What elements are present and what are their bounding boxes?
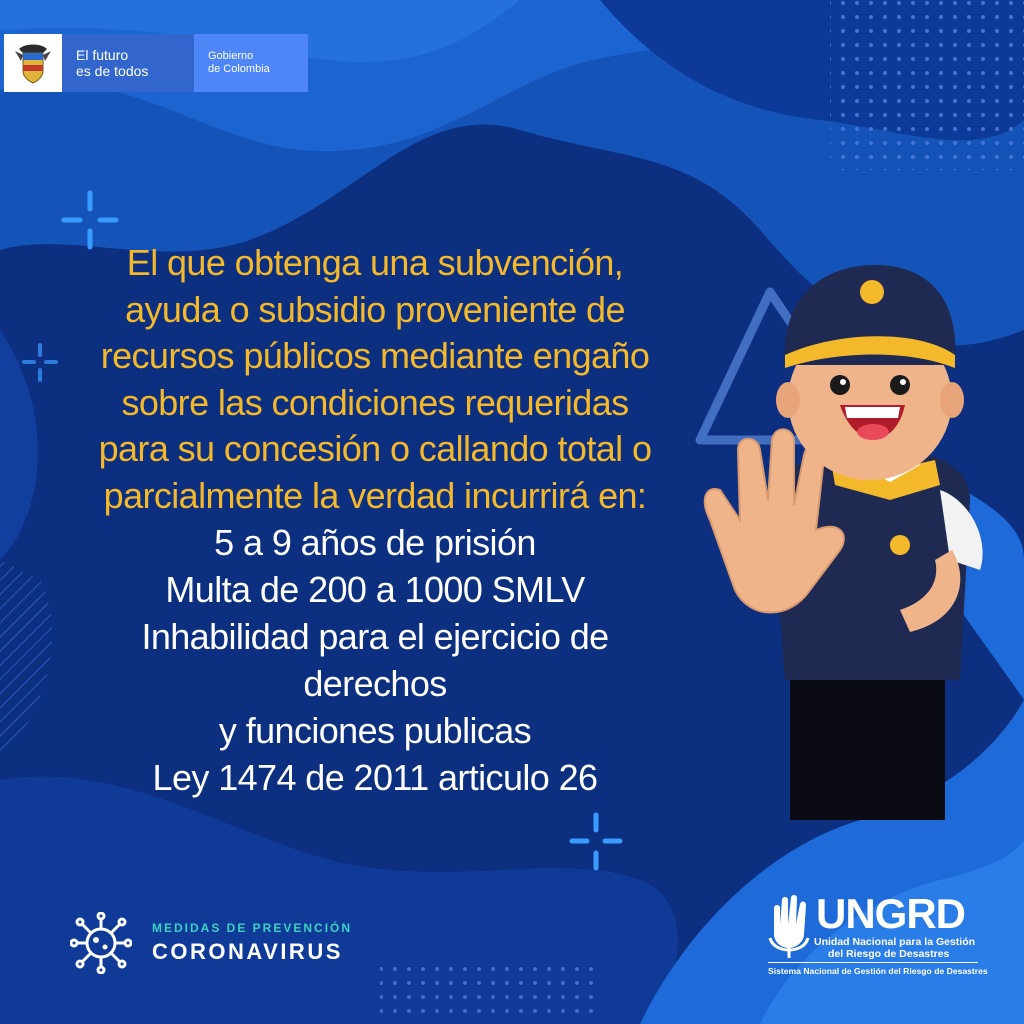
virus-icon: [70, 912, 132, 974]
ungrd-name-line-1: Unidad Nacional para la Gestión: [814, 936, 976, 948]
penalty-line: y funciones publicas: [218, 710, 532, 751]
penalty-line: 5 a 9 años de prisión: [214, 522, 536, 563]
intro-line: ayuda o subsidio proveniente de: [125, 288, 625, 330]
campaign-block: [70, 912, 352, 974]
penalty-line: Inhabilidad para el ejercicio de: [141, 616, 609, 657]
rescue-worker-illustration: [690, 260, 990, 820]
law-reference: Ley 1474 de 2011 articulo 26: [152, 757, 598, 798]
ungrd-acronym: UNGRD: [816, 890, 965, 937]
government-header: [4, 34, 308, 92]
campaign-title: CORONAVIRUS: [152, 939, 343, 964]
ungrd-system-line: Sistema Nacional de Gestión del Riesgo de Desastres: [768, 966, 988, 976]
gov-slogan: [62, 34, 194, 92]
penalty-line: derechos: [303, 663, 447, 704]
intro-line: parcialmente la verdad incurrirá en:: [103, 474, 647, 516]
campaign-subtitle: MEDIDAS DE PREVENCIÓN: [152, 921, 353, 935]
ungrd-hand-icon: [766, 894, 812, 960]
slogan-line-2: es de todos: [76, 63, 149, 79]
penalty-line: Multa de 200 a 1000 SMLV: [165, 569, 585, 610]
main-message: [60, 240, 690, 801]
intro-line: para su concesión o callando total o: [98, 428, 652, 469]
government-line-2: de Colombia: [208, 63, 270, 75]
slogan-line-1: El futuro: [76, 47, 129, 63]
intro-line: recursos públicos mediante engaño: [100, 335, 650, 376]
ungrd-name-line-2: del Riesgo de Desastres: [828, 948, 950, 960]
intro-line: El que obtenga una subvención,: [126, 242, 624, 283]
intro-line: sobre las condiciones requeridas: [121, 381, 629, 423]
gov-name: [194, 34, 308, 92]
government-line-1: Gobierno: [208, 50, 254, 62]
coat-of-arms-icon: [4, 34, 62, 92]
divider: [768, 962, 978, 963]
